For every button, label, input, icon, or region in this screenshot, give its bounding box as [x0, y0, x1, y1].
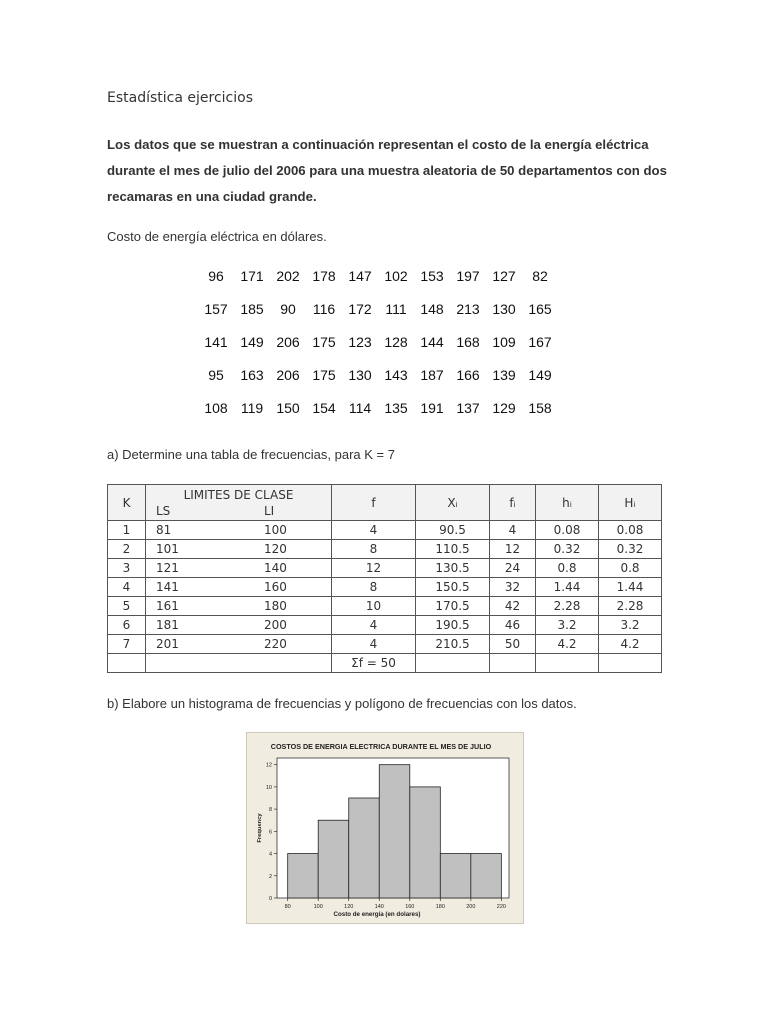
cell-li: 200	[264, 618, 287, 632]
cell-li: 140	[264, 561, 287, 575]
x-tick-label: 200	[466, 904, 476, 910]
cell-limits	[146, 578, 332, 597]
raw-data-value: 135	[384, 400, 408, 416]
raw-data-value: 137	[456, 400, 480, 416]
cell-limits	[146, 616, 332, 635]
raw-data-value: 149	[528, 367, 552, 383]
x-tick-label: 180	[435, 904, 445, 910]
raw-data-value: 163	[240, 367, 264, 383]
cell-ls: 121	[156, 561, 179, 575]
raw-data-value: 130	[492, 301, 516, 317]
raw-data-row	[198, 334, 558, 367]
histogram-svg	[247, 733, 523, 923]
cell-k: 6	[108, 616, 146, 635]
raw-data-value: 191	[420, 400, 444, 416]
y-axis-label: Frequency	[257, 813, 263, 843]
cell-li: 180	[264, 599, 287, 613]
raw-data-value: 178	[312, 268, 336, 284]
x-tick-label: 120	[344, 904, 354, 910]
cell-hi: 4.2	[536, 635, 599, 654]
histogram-bar	[349, 798, 380, 898]
cell-limits	[146, 635, 332, 654]
header-hi: hᵢ	[536, 485, 599, 521]
frequency-table	[107, 484, 662, 673]
raw-data-value: 102	[384, 268, 408, 284]
y-tick-label: 4	[268, 851, 272, 858]
cell-f: 8	[332, 540, 416, 559]
raw-data-value: 147	[348, 268, 372, 284]
cell-hi: 0.8	[536, 559, 599, 578]
cell-fi: 4	[490, 521, 536, 540]
raw-data-value: 166	[456, 367, 480, 383]
chart-title: COSTOS DE ENERGIA ELECTRICA DURANTE EL MES DE JULIO	[270, 742, 492, 751]
cell-ls: 81	[156, 523, 172, 537]
cell-xi: 210.5	[416, 635, 490, 654]
cell-k: 7	[108, 635, 146, 654]
raw-data-value: 167	[528, 334, 552, 350]
cell-k: 1	[108, 521, 146, 540]
cell-xi: 190.5	[416, 616, 490, 635]
intro-paragraph: Los datos que se muestran a continuación representan el costo de la energía eléctrica durante el mes de julio del 2006 para una muestra aleatoria de 50 departamentos con dos recamaras en una ciudad grande.	[107, 137, 667, 204]
raw-data-value: 90	[280, 301, 296, 317]
cell-f: 4	[332, 616, 416, 635]
header-Hi: Hᵢ	[599, 485, 662, 521]
cell-limits	[146, 521, 332, 540]
raw-data-row	[198, 301, 558, 334]
raw-data-value: 187	[420, 367, 444, 383]
cell-Hi: 1.44	[599, 578, 662, 597]
header-limites	[146, 485, 332, 521]
cell-hi: 0.08	[536, 521, 599, 540]
cell-ls: 181	[156, 618, 179, 632]
cell-f: 4	[332, 521, 416, 540]
cell-hi: 0.32	[536, 540, 599, 559]
raw-data-value: 119	[240, 400, 264, 416]
raw-data-value: 168	[456, 334, 480, 350]
cell-Hi: 0.32	[599, 540, 662, 559]
raw-data-value: 141	[204, 334, 228, 350]
raw-data-value: 185	[240, 301, 264, 317]
cell-ls: 201	[156, 637, 179, 651]
cell-xi: 170.5	[416, 597, 490, 616]
y-tick-label: 12	[265, 762, 272, 769]
cell-f: 8	[332, 578, 416, 597]
x-tick-label: 100	[313, 904, 323, 910]
raw-data-value: 144	[420, 334, 444, 350]
table-row	[108, 635, 662, 654]
raw-data-value: 175	[312, 334, 336, 350]
cell-ls: 141	[156, 580, 179, 594]
raw-data-value: 149	[240, 334, 264, 350]
header-f: f	[332, 485, 416, 521]
raw-data-value: 111	[385, 301, 407, 317]
raw-data-value: 95	[208, 367, 224, 383]
cell-fi: 12	[490, 540, 536, 559]
page-heading: Estadística ejercicios	[107, 90, 253, 106]
x-tick-label: 80	[284, 904, 291, 910]
raw-data-value: 202	[276, 268, 300, 284]
raw-data-value: 128	[384, 334, 408, 350]
cell-limits	[146, 597, 332, 616]
histogram-bar	[288, 854, 319, 898]
raw-data-value: 213	[456, 301, 480, 317]
cell-Hi: 3.2	[599, 616, 662, 635]
raw-data-value: 143	[384, 367, 408, 383]
histogram-chart	[246, 732, 524, 924]
cell-li: 220	[264, 637, 287, 651]
raw-data-row	[198, 400, 558, 433]
cell-xi: 150.5	[416, 578, 490, 597]
x-axis-label: Costo de energía (en dolares)	[333, 911, 421, 918]
table-row	[108, 540, 662, 559]
cell-f: 4	[332, 635, 416, 654]
cell-fi: 46	[490, 616, 536, 635]
header-li: LI	[264, 504, 275, 518]
table-row	[108, 578, 662, 597]
raw-data-row	[198, 268, 558, 301]
y-tick-label: 6	[268, 829, 272, 836]
cell-xi: 130.5	[416, 559, 490, 578]
cell-Hi: 0.08	[599, 521, 662, 540]
raw-data-value: 109	[492, 334, 516, 350]
raw-data-value: 127	[492, 268, 516, 284]
cell-f: 12	[332, 559, 416, 578]
raw-data-value: 148	[420, 301, 444, 317]
y-tick-label: 0	[268, 896, 272, 902]
x-tick-label: 220	[496, 904, 506, 910]
y-tick-label: 10	[265, 784, 272, 791]
raw-data-value: 139	[492, 367, 516, 383]
raw-data-grid	[198, 268, 558, 433]
cell-limits	[146, 540, 332, 559]
question-b: b) Elabore un histograma de frecuencias y polígono de frecuencias con los datos.	[107, 696, 577, 711]
table-row	[108, 559, 662, 578]
histogram-bar	[440, 854, 471, 898]
raw-data-value: 197	[456, 268, 480, 284]
raw-data-value: 165	[528, 301, 552, 317]
y-tick-label: 8	[268, 807, 272, 814]
question-a: a) Determine una tabla de frecuencias, para K = 7	[107, 447, 395, 462]
raw-data-value: 150	[276, 400, 300, 416]
header-xi: Xᵢ	[416, 485, 490, 521]
cell-Hi: 0.8	[599, 559, 662, 578]
histogram-bar	[471, 854, 502, 898]
cell-Hi: 2.28	[599, 597, 662, 616]
cell-fi: 32	[490, 578, 536, 597]
raw-data-value: 206	[276, 367, 300, 383]
cell-xi: 90.5	[416, 521, 490, 540]
cell-fi: 50	[490, 635, 536, 654]
raw-data-value: 114	[348, 400, 372, 416]
cell-k: 5	[108, 597, 146, 616]
cell-li: 160	[264, 580, 287, 594]
cell-limits	[146, 559, 332, 578]
cell-fi: 42	[490, 597, 536, 616]
cell-k: 3	[108, 559, 146, 578]
raw-data-value: 116	[312, 301, 336, 317]
cell-hi: 3.2	[536, 616, 599, 635]
y-tick-label: 2	[268, 873, 272, 880]
raw-data-value: 157	[204, 301, 228, 317]
header-limites-label: LIMITES DE CLASE	[183, 488, 294, 502]
histogram-bar	[379, 765, 410, 898]
raw-data-value: 82	[532, 268, 548, 284]
table-row	[108, 521, 662, 540]
x-tick-label: 140	[374, 904, 384, 910]
cell-ls: 101	[156, 542, 179, 556]
table-row	[108, 616, 662, 635]
cell-xi: 110.5	[416, 540, 490, 559]
cost-title: Costo de energía eléctrica en dólares.	[107, 229, 327, 244]
cell-fi: 24	[490, 559, 536, 578]
raw-data-value: 96	[208, 268, 224, 284]
cell-Hi: 4.2	[599, 635, 662, 654]
raw-data-row	[198, 367, 558, 400]
raw-data-value: 108	[204, 400, 228, 416]
cell-li: 120	[264, 542, 287, 556]
raw-data-value: 172	[348, 301, 372, 317]
header-fi: fᵢ	[490, 485, 536, 521]
raw-data-value: 171	[240, 268, 264, 284]
table-row	[108, 597, 662, 616]
cell-k: 2	[108, 540, 146, 559]
cell-hi: 2.28	[536, 597, 599, 616]
raw-data-value: 154	[312, 400, 336, 416]
cell-ls: 161	[156, 599, 179, 613]
table-total-row	[108, 654, 662, 673]
cell-hi: 1.44	[536, 578, 599, 597]
x-tick-label: 160	[405, 904, 415, 910]
raw-data-value: 153	[420, 268, 444, 284]
cell-li: 100	[264, 523, 287, 537]
cell-f: 10	[332, 597, 416, 616]
raw-data-value: 206	[276, 334, 300, 350]
table-header-row	[108, 485, 662, 521]
histogram-bar	[318, 820, 349, 898]
raw-data-value: 129	[492, 400, 516, 416]
raw-data-value: 158	[528, 400, 552, 416]
header-k: K	[108, 485, 146, 521]
cell-k: 4	[108, 578, 146, 597]
total-f: Σf = 50	[332, 654, 416, 673]
raw-data-value: 130	[348, 367, 372, 383]
histogram-bar	[410, 787, 441, 898]
header-ls: LS	[156, 504, 171, 518]
raw-data-value: 175	[312, 367, 336, 383]
raw-data-value: 123	[348, 334, 372, 350]
